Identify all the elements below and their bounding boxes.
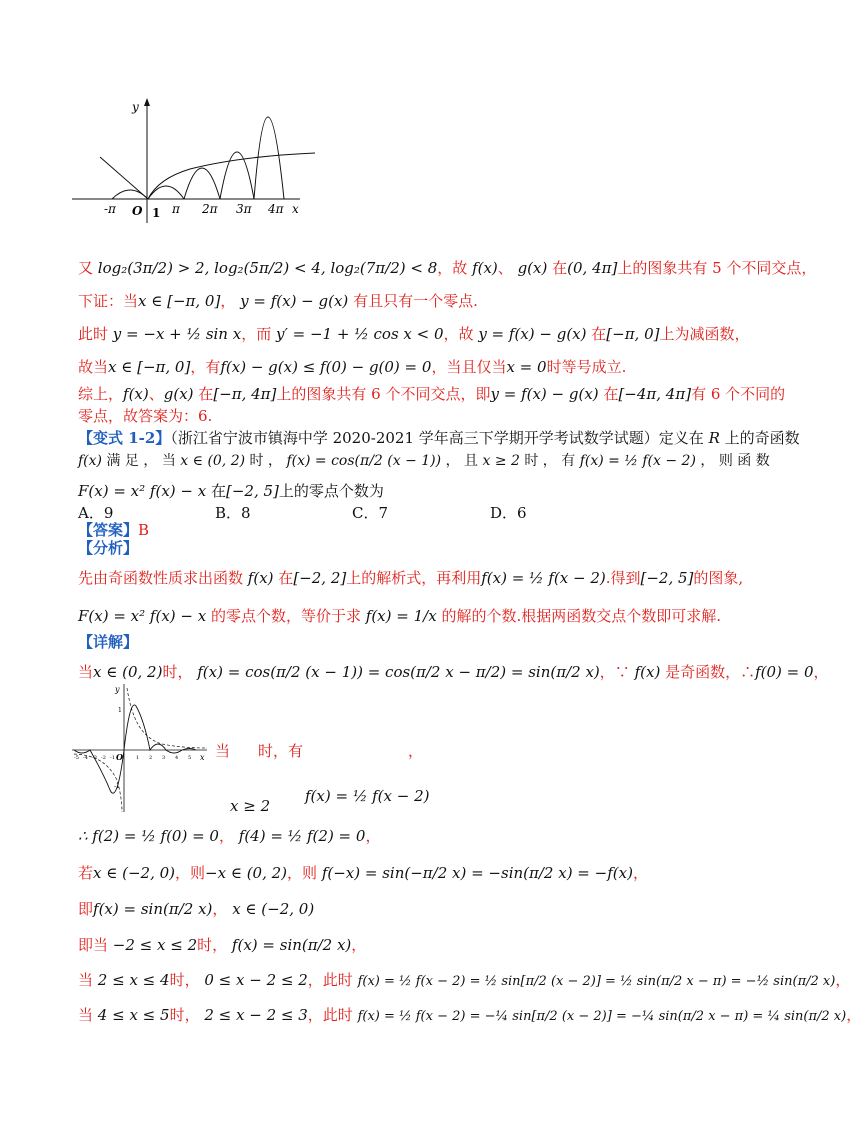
line2-func: y = f(x) − g(x) <box>240 292 349 310</box>
problem-line-3 <box>78 481 384 501</box>
graph1-tick-one: 1 <box>152 206 161 220</box>
detail-line-3 <box>78 863 648 883</box>
graph1-arch-neg <box>112 190 148 199</box>
line1-text-d: 在 <box>552 259 568 277</box>
graph1-y-label: y <box>132 100 139 114</box>
d1-domain: x ∈ (0, 2) <box>93 663 163 681</box>
d5-text-b: 时， <box>197 936 228 954</box>
a1-recur: f(x) = ½ f(x − 2) <box>481 569 606 587</box>
p2-cond: x ≥ 2 <box>482 453 520 469</box>
line2-text-b: ， <box>220 292 236 310</box>
d5-text-a: 即当 <box>78 936 109 954</box>
a2-text-b: 的解的个数.根据两函数交点个数即可求解. <box>441 607 721 625</box>
line-3 <box>78 324 750 344</box>
graph1-arch-4 <box>254 117 284 199</box>
p2-text-b: 时 ， <box>249 453 282 469</box>
detail-line-4 <box>78 899 314 919</box>
analysis-line-1 <box>78 568 743 588</box>
graph2-time: 时，有 <box>258 742 304 760</box>
graph-1 <box>60 95 330 225</box>
d4-expr: f(x) = sin(π/2 x) <box>93 900 213 918</box>
line4-text-b: ，有 <box>190 358 221 376</box>
graph2-xtick-neg3: -3 <box>92 755 97 761</box>
detail-line-1 <box>78 662 829 682</box>
detail-label: 【详解】 <box>78 633 139 651</box>
line5-f: f(x) <box>123 385 149 403</box>
p3-F: F(x) = x² f(x) − x <box>78 482 207 500</box>
line3-deriv: y′ = −1 + ½ cos x < 0 <box>276 325 444 343</box>
d4-text-a: 即 <box>78 900 94 918</box>
p2-text-d: 时 ， 有 <box>524 453 576 469</box>
answer-line <box>78 520 149 540</box>
option-b[interactable]: B．8 <box>215 504 251 522</box>
d1-expr: f(x) = cos(π/2 (x − 1)) = cos(π/2 x − π/2) = sin(π/2 x) <box>197 663 600 681</box>
graph2-xtick-4: 4 <box>175 755 179 761</box>
line-6: 零点，故答案为：6. <box>78 407 213 425</box>
line4-x0: x = 0 <box>506 358 547 376</box>
line4-text-c: ，当且仅当 <box>431 358 507 376</box>
line5-text-a: 综上， <box>78 385 124 403</box>
d1-text-c: ，∵ <box>599 663 630 681</box>
p2-text-e: ， 则 函 数 <box>700 453 770 469</box>
d1-text-d: 是奇函数，∴ <box>665 663 756 681</box>
a1-text-b: 在 <box>278 569 294 587</box>
d6-expr: f(x) = ½ f(x − 2) = ½ sin[π/2 (x − 2)] = ½ sin(π/2 x − π) = −½ sin(π/2 x) <box>357 974 836 989</box>
d7-text-d: ， <box>846 1006 861 1024</box>
line1-prefix: 又 <box>78 259 94 277</box>
d3-domain: x ∈ (−2, 0) <box>93 864 176 882</box>
analysis-label: 【分析】 <box>78 539 139 557</box>
graph1-arch-2 <box>184 168 220 199</box>
line-4 <box>78 357 626 377</box>
line4-ineq: f(x) − g(x) ≤ f(0) − g(0) = 0 <box>220 358 432 376</box>
d6-domain: 2 ≤ x ≤ 4 <box>97 971 170 989</box>
graph2-xtick-neg4: -4 <box>83 755 88 761</box>
d4-text-b: ， <box>212 900 228 918</box>
d2-text-b: ， <box>365 827 381 845</box>
graph1-tick-4pi: 4π <box>268 202 284 216</box>
graph2-cond: x ≥ 2 <box>230 797 271 815</box>
line3-text-b: ，而 <box>241 325 272 343</box>
detail-line-5 <box>78 935 366 955</box>
d5-domain: −2 ≤ x ≤ 2 <box>112 936 198 954</box>
d5-expr: f(x) = sin(π/2 x) <box>231 936 352 954</box>
line-2 <box>78 291 478 311</box>
p3-interval: [−2, 5] <box>226 482 279 500</box>
d6-text-a: 当 <box>78 971 94 989</box>
line3-y: y = −x + ½ sin x <box>112 325 242 343</box>
graph1-y-arrow <box>144 98 150 106</box>
a2-recip: f(x) = 1/x <box>365 607 437 625</box>
graph2-xtick-neg5: -5 <box>74 755 79 761</box>
d2-f2: ∴ f(2) = ½ f(0) = 0 <box>78 827 219 845</box>
answer-label: 【答案】 <box>78 521 139 539</box>
line1-text-e: 上的图象共有 5 个不同交点， <box>617 259 817 277</box>
p3-text-b: 上的零点个数为 <box>278 482 384 500</box>
line5-g: g(x) <box>163 385 194 403</box>
graph2-xtick-2: 2 <box>149 755 153 761</box>
d7-text-b: 时， <box>169 1006 200 1024</box>
d3-text-c: ，则 <box>287 864 318 882</box>
p2-def: f(x) = cos(π/2 (x − 1)) <box>286 453 442 469</box>
graph1-log-curve <box>148 153 315 199</box>
graph1-tick-3pi: 3π <box>236 202 252 216</box>
line4-text-a: 故当 <box>78 358 109 376</box>
graph-2 <box>72 680 212 815</box>
d3-text-a: 若 <box>78 864 94 882</box>
line3-interval: [−π, 0] <box>606 325 660 343</box>
a2-text-a: 的零点个数，等价于求 <box>210 607 361 625</box>
graph1-arch-1 <box>148 186 184 199</box>
graph2-origin: O <box>116 752 123 762</box>
problem-tag: 【变式 1-2】 <box>78 429 171 447</box>
a1-text-e: 的图象, <box>693 569 744 587</box>
d2-f4: f(4) = ½ f(2) = 0 <box>238 827 366 845</box>
a1-text-a: 先由奇函数性质求出函数 <box>78 569 244 587</box>
line3-text-a: 此时 <box>78 325 109 343</box>
line2-text-a: 下证：当 <box>78 292 139 310</box>
a1-text-d: .得到 <box>605 569 641 587</box>
line2-text-c: 有且只有一个零点. <box>353 292 478 310</box>
d1-f0: f(0) = 0 <box>755 663 814 681</box>
graph1-arch-3 <box>220 152 254 199</box>
d1-text-b: 时， <box>162 663 193 681</box>
graph2-xtick-5: 5 <box>188 755 192 761</box>
graph2-xtick-neg1: -1 <box>110 755 115 761</box>
graph2-xtick-3: 3 <box>162 755 166 761</box>
line1-text-b: ，故 <box>437 259 468 277</box>
graph1-tick-2pi: 2π <box>202 202 218 216</box>
d6-text-b: 时， <box>169 971 200 989</box>
option-c[interactable]: C．7 <box>352 504 389 522</box>
option-d[interactable]: D．6 <box>490 504 527 522</box>
d4-domain: x ∈ (−2, 0) <box>232 900 315 918</box>
graph2-y-label: y <box>115 685 120 694</box>
line5-text-b: 、 <box>148 385 164 403</box>
d2-text-a: ， <box>218 827 234 845</box>
p2-text-c: ， 且 <box>445 453 479 469</box>
d6-text-d: ， <box>835 971 851 989</box>
line3-text-c: ，故 <box>443 325 474 343</box>
line5-int1: [−π, 4π] <box>213 385 277 403</box>
detail-line-2 <box>78 826 380 846</box>
d1-text-a: 当 <box>78 663 94 681</box>
d1-f: f(x) <box>634 663 661 681</box>
graph2-comma: ， <box>408 742 424 760</box>
line2-domain: x ∈ [−π, 0] <box>138 292 221 310</box>
a1-interval2: [−2, 5] <box>640 569 694 587</box>
line5-text-c: 在 <box>198 385 214 403</box>
graph2-ytick-1: 1 <box>118 707 122 714</box>
d3-text-b: ，则 <box>175 864 206 882</box>
detail-line-7 <box>78 1005 861 1027</box>
problem-line-2 <box>78 451 770 471</box>
a1-interval: [−2, 2] <box>293 569 347 587</box>
graph1-tick-pi: π <box>172 202 180 216</box>
line5-text-f: 有 6 个不同的 <box>691 385 786 403</box>
d5-text-c: ， <box>351 936 367 954</box>
analysis-line-2 <box>78 606 721 626</box>
line-1 <box>78 258 816 278</box>
d1-text-e: ， <box>813 663 829 681</box>
p2-f: f(x) <box>78 453 103 469</box>
detail-line-6 <box>78 970 850 992</box>
line5-int2: [−4π, 4π] <box>618 385 692 403</box>
d3-text-d: ， <box>632 864 648 882</box>
graph2-ytick-neg1: -1 <box>114 783 120 790</box>
graph1-x-label: x <box>292 202 299 216</box>
line-5 <box>78 384 785 404</box>
d3-neg: −x ∈ (0, 2) <box>205 864 288 882</box>
graph2-eq: f(x) = ½ f(x − 2) <box>305 787 430 805</box>
d7-range: 2 ≤ x − 2 ≤ 3 <box>204 1006 308 1024</box>
a1-f: f(x) <box>247 569 274 587</box>
line3-func: y = f(x) − g(x) <box>478 325 587 343</box>
problem-rest: 上的奇函数 <box>724 429 800 447</box>
d6-range: 0 ≤ x − 2 ≤ 2 <box>204 971 308 989</box>
graph1-tick-origin: O <box>132 204 143 218</box>
a2-F: F(x) = x² f(x) − x <box>78 607 207 625</box>
graph1-tick-neg-pi: -π <box>104 202 116 216</box>
line1-logs: log₂(3π/2) > 2, log₂(5π/2) < 4, log₂(7π/2) < 8 <box>97 259 438 277</box>
option-a[interactable]: A．9 <box>78 504 114 522</box>
line5-text-d: 上的图象共有 6 个不同交点，即 <box>276 385 491 403</box>
line3-text-d: 在 <box>591 325 607 343</box>
problem-line-1 <box>78 428 800 448</box>
problem-source: （浙江省宁波市镇海中学 2020-2021 学年高三下学期开学考试数学试题）定义在 <box>170 429 704 447</box>
line4-domain: x ∈ [−π, 0] <box>108 358 191 376</box>
d6-text-c: ，此时 <box>307 971 353 989</box>
graph2-xtick-neg2: -2 <box>101 755 106 761</box>
problem-r: R <box>708 429 720 447</box>
d7-domain: 4 ≤ x ≤ 5 <box>97 1006 170 1024</box>
d7-text-c: ，此时 <box>307 1006 353 1024</box>
line1-f: f(x) <box>472 259 498 277</box>
graph2-xtick-1: 1 <box>136 755 140 761</box>
d7-expr: f(x) = ½ f(x − 2) = −¼ sin[π/2 (x − 2)] = −¼ sin(π/2 x − π) = ¼ sin(π/2 x) <box>357 1009 847 1024</box>
line5-func: y = f(x) − g(x) <box>490 385 599 403</box>
d7-text-a: 当 <box>78 1006 94 1024</box>
graph2-reciprocal-pos <box>127 688 207 748</box>
p2-text-a: 满 足 ， 当 <box>106 453 176 469</box>
line4-text-d: 时等号成立. <box>546 358 627 376</box>
d3-expr: f(−x) = sin(−π/2 x) = −sin(π/2 x) = −f(x) <box>321 864 633 882</box>
graph2-when: 当 <box>215 742 231 760</box>
line5-text-e: 在 <box>603 385 619 403</box>
line3-text-e: 上为减函数， <box>659 325 750 343</box>
p2-domain: x ∈ (0, 2) <box>180 453 246 469</box>
p2-recur: f(x) = ½ f(x − 2) <box>579 453 696 469</box>
graph2-x-label: x <box>200 753 205 762</box>
line1-interval: (0, 4π] <box>567 259 618 277</box>
line1-text-c: 、 <box>497 259 513 277</box>
line1-g: g(x) <box>517 259 548 277</box>
p3-text-a: 在 <box>210 482 226 500</box>
answer-value: B <box>138 521 150 539</box>
a1-text-c: 上的解析式，再利用 <box>346 569 482 587</box>
